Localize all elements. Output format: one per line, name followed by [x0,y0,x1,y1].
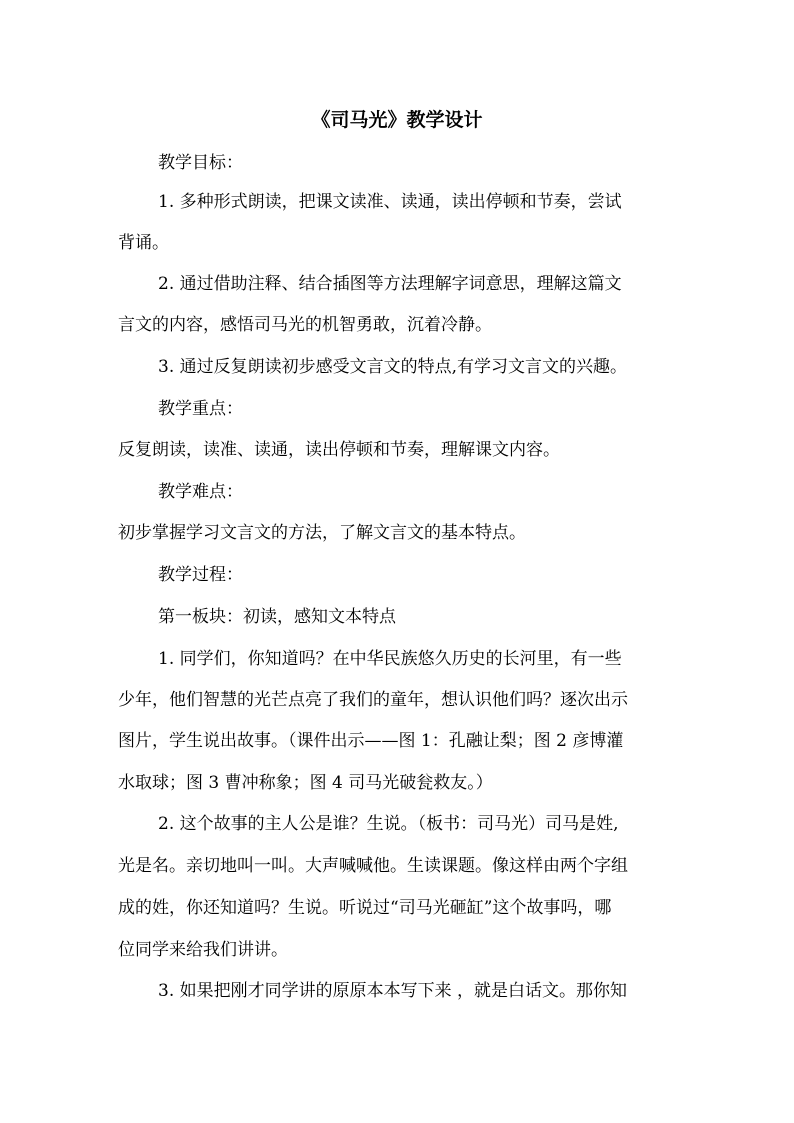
objective-3: 3. 通过反复朗读初步感受文言文的特点,有学习文言文的兴趣。 [158,357,628,377]
key-points-text: 反复朗读，读准、读通，读出停顿和节奏，理解课文内容。 [118,440,560,460]
paragraph-2-line-2: 光是名。亲切地叫一叫。大声喊喊他。生读课题。像这样由两个字组 [118,856,628,876]
page-title: 《司马光》教学设计 [311,109,483,131]
objectives-heading: 教学目标： [158,153,243,173]
paragraph-3-line-1: 3. 如果把刚才同学讲的原原本本写下来 ，就是白话文。那你知 [158,981,628,1001]
objective-1-line-1: 1. 多种形式朗读，把课文读准、读通，读出停顿和节奏，尝试 [158,192,622,212]
paragraph-2-line-3: 成的姓，你还知道吗？生说。听说过“司马光砸缸”这个故事吗，哪 [118,898,612,918]
paragraph-1-line-2: 少年，他们智慧的光芒点亮了我们的童年，想认识他们吗？逐次出示 [118,690,628,710]
difficulties-text: 初步掌握学习文言文的方法，了解文言文的基本特点。 [118,523,526,543]
key-points-heading: 教学重点： [158,399,243,419]
block-1-heading: 第一板块：初读，感知文本特点 [158,607,396,627]
paragraph-2-line-1: 2. 这个故事的主人公是谁？生说。（板书：司马光）司马是姓, [158,814,619,834]
paragraph-1-line-4: 水取球；图 3 曹冲称象；图 4 司马光破瓮救友。） [118,773,493,793]
process-heading: 教学过程： [158,565,243,585]
objective-2-line-2: 言文的内容，感悟司马光的机智勇敢，沉着冷静。 [118,315,492,335]
objective-1-line-2: 背诵。 [118,233,169,253]
paragraph-2-line-4: 位同学来给我们讲讲。 [118,940,288,960]
paragraph-1-line-3: 图片，学生说出故事。（课件出示——图 1：孔融让梨；图 2 彦博灌 [118,731,624,751]
difficulties-heading: 教学难点： [158,482,243,502]
objective-2-line-1: 2. 通过借助注释、结合插图等方法理解字词意思，理解这篇文 [158,274,622,294]
paragraph-1-line-1: 1. 同学们，你知道吗？在中华民族悠久历史的长河里，有一些 [158,649,622,669]
